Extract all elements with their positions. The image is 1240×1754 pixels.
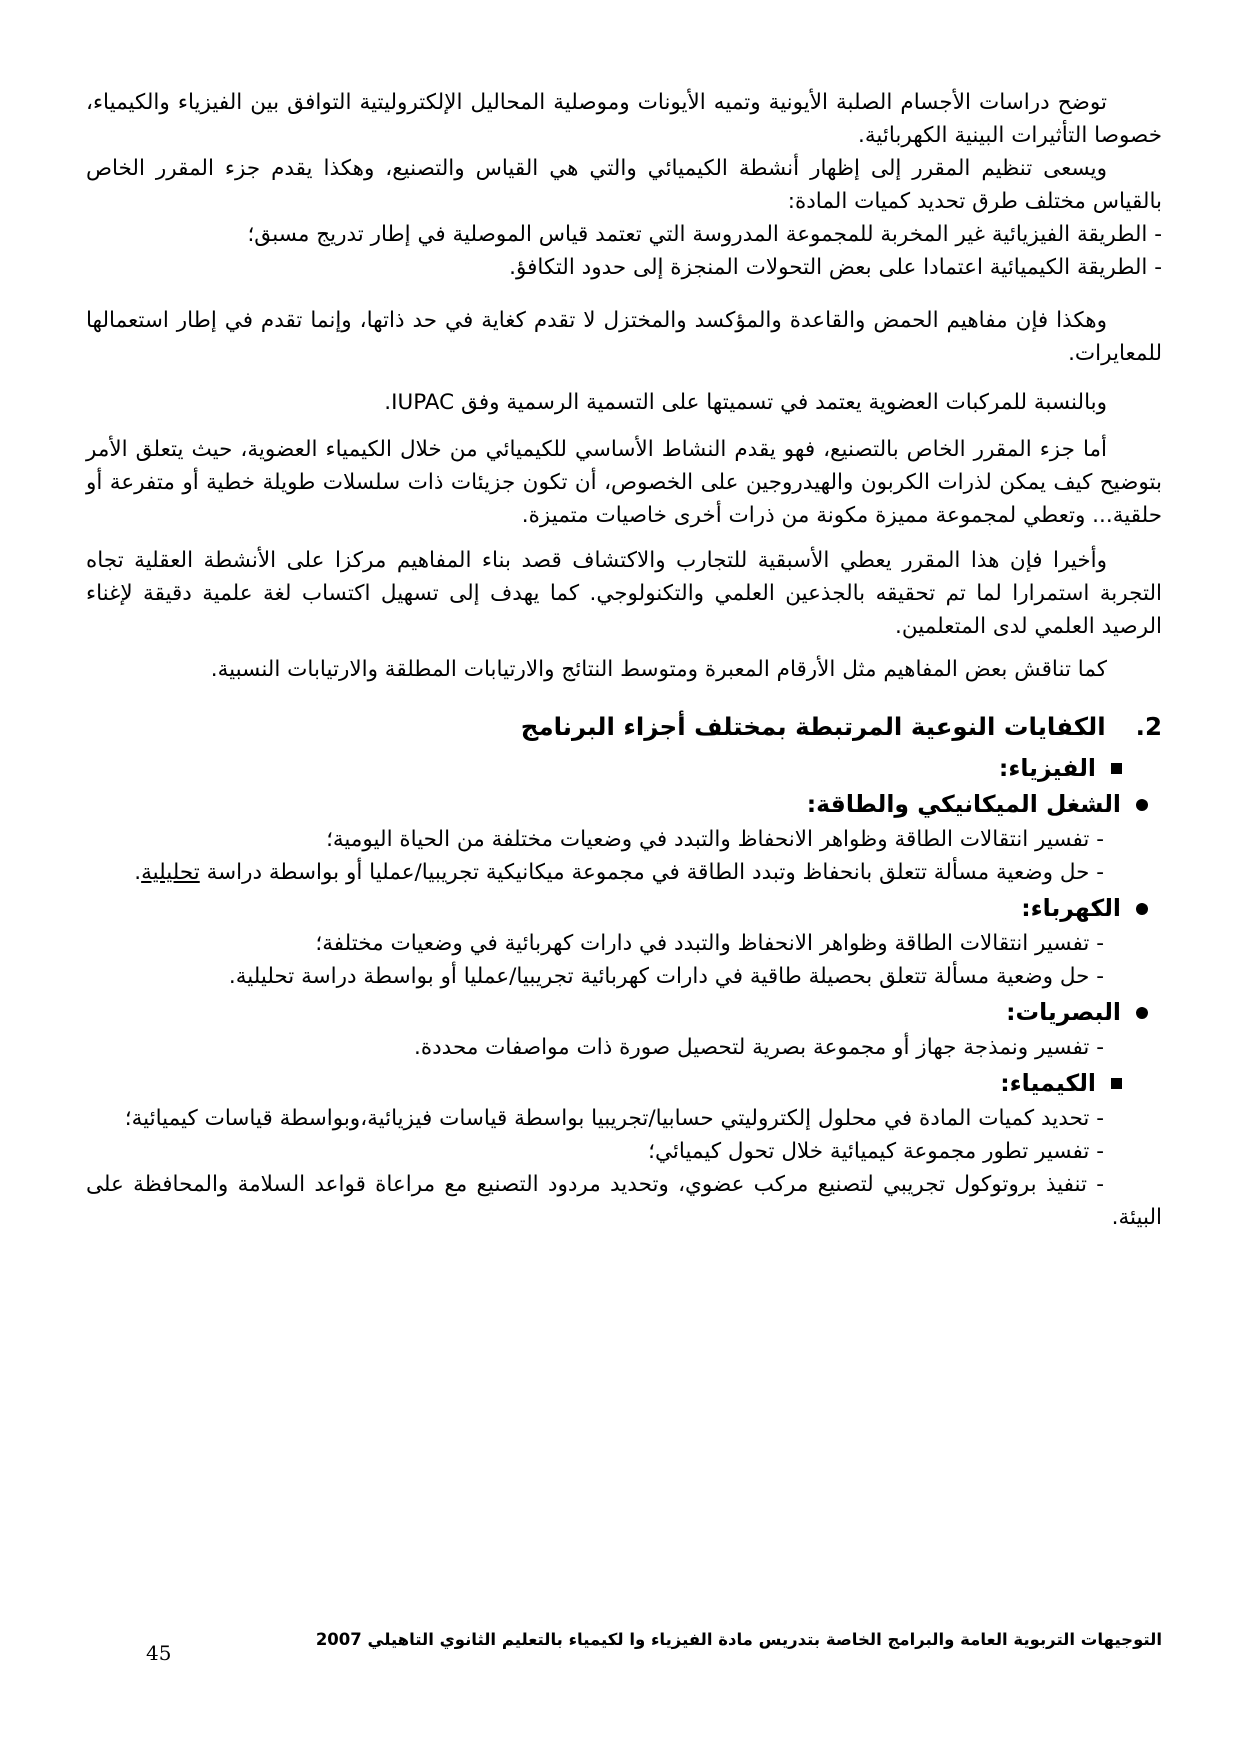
page-number: 45: [146, 1641, 172, 1665]
electricity-item-2: - حل وضعية مسألة تتعلق بحصيلة طاقية في دارات كهربائية تجريبيا/عمليا أو بواسطة دراسة تحليلية.: [228, 964, 1104, 989]
mechanics-item-1: - تفسير انتقالات الطاقة وظواهر الانحفاظ والتبدد في وضعيات مختلفة من الحياة اليومية؛: [326, 827, 1104, 852]
chemistry-item-2: - تفسير تطور مجموعة كيميائية خلال تحول كيميائي؛: [648, 1139, 1104, 1164]
topic-optics: [86, 996, 1162, 1029]
topic-electricity: [86, 892, 1162, 925]
intro-paragraph-5: أما جزء المقرر الخاص بالتصنيع، فهو يقدم النشاط الأساسي للكيميائي من خلال الكيمياء العضوية، حيث يتعلق الأمر بتوضيح كيف يمكن لذرات الكربون والهيدروجين على الخصوص، أن تكون جزيئات ذات سلسلات طويلة خطية أو متفرعة أو حلقية... وتعطي لمجموعة مميزة مكونة من ذرات أخرى خاصيات متميزة.: [86, 437, 1162, 528]
square-bullet-icon: [1111, 1078, 1122, 1089]
section-heading: [86, 710, 1162, 744]
subject-physics: [86, 752, 1162, 785]
electricity-item-1: - تفسير انتقالات الطاقة وظواهر الانحفاظ والتبدد في دارات كهربائية في وضعيات مختلفة؛: [315, 931, 1104, 956]
intro-paragraph-1: توضح دراسات الأجسام الصلبة الأيونية وتميه الأيونات وموصلية المحاليل الإلكتروليتية التوافق بين الفيزياء والكيمياء، خصوصا التأثيرات البينية الكهربائية.: [86, 90, 1162, 148]
chemistry-item-1: - تحديد كميات المادة في محلول إلكتروليتي حسابيا/تجريبيا بواسطة قياسات فيزيائية،وبواسطة قياسات كيميائية؛: [124, 1106, 1104, 1131]
dash-item-chemical-method: - الطريقة الكيميائية اعتمادا على بعض التحولات المنجزة إلى حدود التكافؤ.: [509, 255, 1162, 280]
intro-paragraph-3: وهكذا فإن مفاهيم الحمض والقاعدة والمؤكسد والمختزل لا تقدم كغاية في حد ذاتها، وإنما تقدم في إطار استعمالها للمعايرات.: [86, 308, 1162, 366]
dash-item-physical-method: - الطريقة الفيزيائية غير المخربة للمجموعة المدروسة التي تعتمد قياس الموصلية في إطار تدريج مسبق؛: [247, 222, 1162, 247]
mechanics-item-2: [86, 856, 1162, 889]
mechanics-item-2-text: - حل وضعية مسألة تتعلق بانحفاظ وتبدد الطاقة في مجموعة ميكانيكية تجريبيا/عمليا أو بواسطة دراسة: [199, 860, 1104, 885]
subject-physics-label: الفيزياء:: [998, 754, 1096, 782]
page-footer: [86, 1629, 1162, 1651]
mechanics-item-2-period: .: [134, 860, 142, 885]
circle-bullet-icon: [1136, 903, 1148, 915]
section-title: الكفايات النوعية المرتبطة بمختلف أجزاء البرنامج: [520, 712, 1106, 741]
circle-bullet-icon: [1136, 1007, 1148, 1019]
topic-mechanics: [86, 788, 1162, 821]
mechanics-item-2-underlined-word: تحليلية: [141, 860, 200, 885]
topic-mechanics-label: الشغل الميكانيكي والطاقة:: [806, 790, 1121, 818]
intro-paragraph-2: ويسعى تنظيم المقرر إلى إظهار أنشطة الكيميائي والتي هي القياس والتصنيع، وهكذا يقدم جزء المقرر الخاص بالقياس مختلف طرق تحديد كميات المادة:: [86, 156, 1162, 214]
square-bullet-icon: [1111, 763, 1122, 774]
subject-chemistry: [86, 1067, 1162, 1100]
footer-title: التوجيهات التربوية العامة والبرامج الخاصة بتدريس مادة الفيزياء وا لكيمياء بالتعليم الثانوي التاهيلي 2007: [315, 1630, 1162, 1649]
intro-paragraph-7: كما تناقش بعض المفاهيم مثل الأرقام المعبرة ومتوسط النتائج والارتيابات المطلقة والارتيابات النسبية.: [210, 657, 1107, 682]
optics-item-1: - تفسير ونمذجة جهاز أو مجموعة بصرية لتحصيل صورة ذات مواصفات محددة.: [413, 1035, 1104, 1060]
topic-optics-label: البصريات:: [1006, 998, 1121, 1026]
subject-chemistry-label: الكيمياء:: [1000, 1069, 1096, 1097]
section-number: 2.: [1135, 712, 1162, 741]
intro-paragraph-6: وأخيرا فإن هذا المقرر يعطي الأسبقية للتجارب والاكتشاف قصد بناء المفاهيم مركزا على الأنشطة العقلية تجاه التجربة استمرارا لما تم تحقيقه بالجذعين العلمي والتكنولوجي. كما يهدف إلى تسهيل اكتساب لغة علمية دقيقة لإغناء الرصيد العلمي لدى المتعلمين.: [86, 548, 1162, 639]
chemistry-item-3: - تنفيذ بروتوكول تجريبي لتصنيع مركب عضوي، وتحديد مردود التصنيع مع مراعاة قواعد السلامة والمحافظة على البيئة.: [86, 1172, 1162, 1230]
circle-bullet-icon: [1136, 799, 1148, 811]
topic-electricity-label: الكهرباء:: [1021, 894, 1121, 922]
page-content: [86, 86, 1162, 1234]
intro-paragraph-4: وبالنسبة للمركبات العضوية يعتمد في تسميتها على التسمية الرسمية وفق IUPAC.: [384, 390, 1107, 415]
